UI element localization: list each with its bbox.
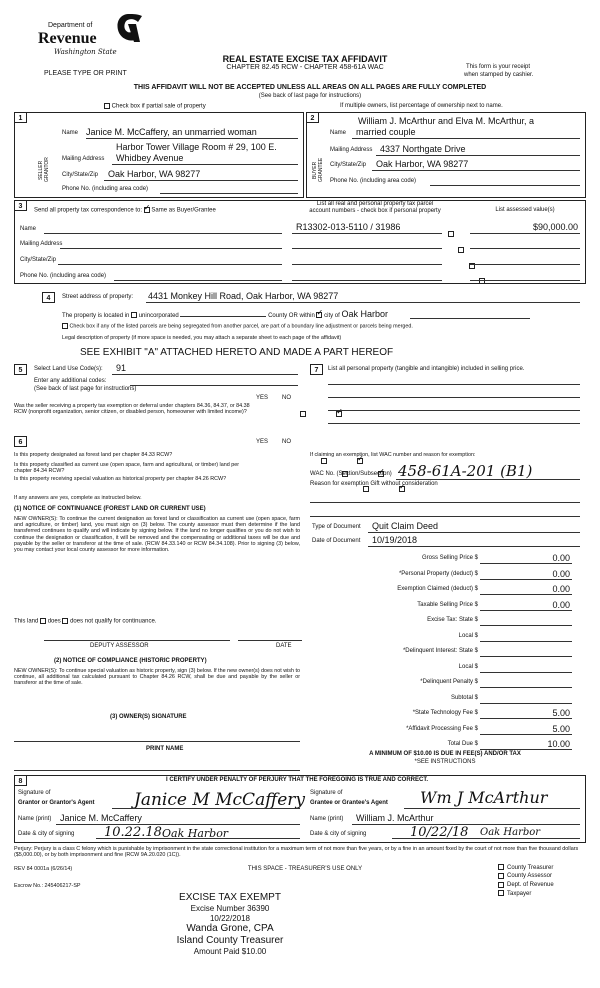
buyer-phone-label: Phone No. (including area code) — [330, 178, 417, 184]
fee-label: Excise Tax: State $ — [427, 617, 478, 623]
deputy-assessor: DEPUTY ASSESSOR — [90, 643, 149, 649]
dept-line2: Revenue — [38, 30, 97, 47]
s5-yes-checkbox[interactable] — [300, 411, 306, 417]
fee-value[interactable]: 0.00 — [552, 584, 570, 594]
rev-number: REV 84 0001a (6/26/14) — [14, 866, 73, 872]
doc-date[interactable]: 10/19/2018 — [372, 535, 418, 545]
enter-additional: Enter any additional codes: — [34, 378, 107, 384]
parcel-number[interactable]: R13302-013-5110 / 31986 — [296, 222, 401, 232]
assessed-header: List assessed value(s) — [495, 207, 555, 213]
exempt-stamp — [140, 892, 320, 957]
grantee-name-label: Name (print) — [310, 816, 344, 822]
fee-label: Total Due $ — [447, 741, 478, 747]
s5-no-checkbox[interactable] — [336, 411, 342, 417]
fee-value[interactable]: 0.00 — [552, 568, 570, 579]
minimum-note: A MINIMUM OF $10.00 IS DUE IN FEE(S) AND/OR TAX — [369, 751, 521, 757]
located-row — [62, 309, 388, 320]
s3-address-label: Mailing Address — [20, 241, 63, 247]
this-land-label: This land — [14, 618, 39, 625]
parcel-header2: account numbers - check box if personal property — [309, 208, 441, 214]
partial-sale-checkbox[interactable] — [104, 103, 110, 109]
distribution-label: Dept. of Revenue — [507, 882, 554, 889]
certify-text: I CERTIFY UNDER PENALTY OF PERJURY THAT THE FOREGOING IS TRUE AND CORRECT. — [166, 777, 429, 783]
grantee-city[interactable]: Oak Harbor — [480, 827, 541, 838]
notice2-text: NEW OWNER(S): To continue special valuation as historic property, sign (3) below. If the new owner(s) does not wish to continue, all additional tax calculated pursuant to Chapter 84.26 RCW, shall be due and payable by the seller or transferor at the time of sale. — [14, 668, 300, 687]
buyer-city[interactable]: Oak Harbor, WA 98277 — [376, 159, 469, 169]
section-4-number: 4 — [42, 292, 55, 303]
property-city[interactable]: Oak Harbor — [341, 309, 388, 319]
doc-type-label: Type of Document — [312, 524, 361, 530]
stamp-line1: EXCISE TAX EXEMPT — [179, 892, 281, 903]
s5-see-back: (See back of last page for instructions) — [34, 386, 137, 392]
s5-question: Was the seller receiving a property tax exemption or deferral under chapters 84.36, 84.37, or 84.38 RCW (nonprofit organization, senior citizen, or disabled person, homeowner with limited income)? — [14, 403, 250, 416]
s6-q1-yes[interactable] — [321, 458, 327, 464]
fee-value[interactable]: 5.00 — [552, 723, 570, 734]
seller-city-label: City/State/Zip — [62, 172, 99, 178]
parcel-header1: List all real and personal property tax parcel — [316, 201, 434, 207]
fee-label: *Delinquent Penalty $ — [420, 679, 478, 685]
buyer-name-label: Name — [330, 130, 347, 136]
s6-if-yes: If any answers are yes, complete as instructed below. — [14, 495, 142, 501]
stamp-line5: Island County Treasurer — [176, 935, 284, 947]
city-of-checkbox[interactable] — [316, 312, 322, 318]
seller-address-label: Mailing Address — [62, 156, 105, 162]
seller-name[interactable]: Janice M. McCaffery, an unmarried woman — [86, 127, 257, 137]
segregated-label: Check box if any of the listed parcels are being segregated from another parcel, are part of a boundary line adjustment or parcels being merged. — [69, 323, 413, 330]
reason-row — [310, 481, 438, 488]
buyer-side-label: BUYER GRANTEE — [312, 157, 324, 183]
notice2-title: (2) NOTICE OF COMPLIANCE (HISTORIC PROPERTY) — [54, 658, 207, 664]
buyer-name-line2[interactable]: married couple — [356, 127, 416, 137]
grantee-agent-label: Grantee or Grantee's Agent — [310, 800, 388, 806]
unincorporated-label: unincorporated — [138, 313, 179, 319]
stamp-line4: Wanda Grone, CPA — [186, 923, 274, 935]
escrow-number: Escrow No.: 245406217-SP — [14, 883, 81, 889]
stamp-line2: Excise Number 36390 — [190, 904, 270, 913]
fee-value[interactable]: 0.00 — [552, 599, 570, 610]
send-label: Send all property tax correspondence to: — [34, 207, 143, 214]
seller-name-label: Name — [62, 130, 79, 136]
revenue-logo — [38, 8, 148, 68]
grantor-signature[interactable]: Janice M McCaffery — [134, 790, 306, 810]
fee-label: *Delinquent Interest: State $ — [402, 648, 478, 654]
assessed-value[interactable]: $90,000.00 — [532, 222, 578, 232]
section-7-number: 7 — [310, 364, 323, 375]
stamp-line3: 10/22/2018 — [209, 913, 251, 923]
fee-value[interactable]: 5.00 — [552, 708, 570, 718]
form-subtitle: CHAPTER 82.45 RCW - CHAPTER 458-61A WAC — [226, 64, 384, 71]
grantor-name-print[interactable]: Janice M. McCaffery — [60, 813, 142, 823]
s3-phone-label: Phone No. (including area code) — [20, 273, 107, 279]
see-back-note: (See back of last page for instructions) — [258, 93, 362, 99]
street-label: Street address of property: — [62, 294, 134, 300]
s5-no: NO — [282, 395, 291, 401]
dept-line3: Washington State — [54, 48, 117, 56]
deputy-date: DATE — [276, 643, 292, 649]
segregated-checkbox[interactable] — [62, 323, 68, 329]
seller-address[interactable]: Whidbey Avenue — [116, 153, 184, 163]
segregated-row — [62, 323, 413, 330]
same-as-buyer-label: Same as Buyer/Grantee — [151, 207, 216, 214]
fee-label: Exemption Claimed (deduct) $ — [397, 586, 478, 592]
does-label: does — [47, 618, 61, 625]
unincorporated-checkbox[interactable] — [131, 312, 137, 318]
s6-q1: Is this property designated as forest land per chapter 84.33 RCW? — [14, 452, 173, 458]
fee-value[interactable]: 10.00 — [547, 739, 570, 749]
fee-label: Gross Selling Price $ — [421, 555, 478, 561]
parcel-personal-checkbox-2[interactable] — [458, 247, 464, 253]
this-land-row — [14, 618, 156, 626]
s6-yes: YES — [256, 439, 269, 445]
grantor-sig-label: Signature of — [18, 790, 51, 796]
distribution-item — [498, 882, 554, 890]
seller-side-label: SELLER GRANTOR — [38, 157, 50, 183]
send-correspondence — [34, 207, 216, 215]
grantor-agent-label: Grantor or Grantor's Agent — [18, 800, 95, 806]
wac-label: WAC No. (Section/Subsection) — [310, 471, 392, 477]
partial-sale-label: Check box if partial sale of property — [111, 103, 206, 110]
seller-city[interactable]: Oak Harbor, WA 98277 — [108, 169, 201, 179]
fee-label: Taxable Selling Price $ — [417, 601, 478, 608]
distribution-checkbox[interactable] — [498, 873, 504, 879]
perjury-text: Perjury: Perjury is a class C felony which is punishable by imprisonment in the state correctional institution for a maximum term of not more than five years, or by a fine in an amount fixed by the court of not more than five thousand dollars ($5,000.00), or by both imprisonment and fine (RCW 9A.20.020 (1C)). — [14, 846, 579, 859]
section-8-number: 8 — [14, 775, 27, 786]
distribution-label: Taxpayer — [507, 890, 532, 897]
fee-value[interactable]: 0.00 — [552, 553, 570, 563]
fee-label: *Affidavit Processing Fee $ — [406, 725, 478, 732]
grantor-date-label: Date & city of signing — [18, 831, 75, 837]
section-2-number: 2 — [306, 112, 319, 123]
notice1-text: NEW OWNER(S): To continue the current designation as forest land or classification as current use (open space, farm and agriculture, or timber) land, you must sign on (3) below. The county assessor must then determine if the land transferred continues to qualify and will indicate by signing below. If the land no longer qualifies or you do not wish to continue the designation or classification, it will be removed and the compensating or additional taxes will be due and payable by the seller or transferor at the time of sale. (RCW 84.33.140 or RCW 84.34.108). Prior to signing (3) below, you may contact your local county assessor for more information. — [14, 516, 300, 554]
s6-no: NO — [282, 439, 291, 445]
s3-city-label: City/State/Zip — [20, 257, 57, 263]
see-instructions: *SEE INSTRUCTIONS — [414, 759, 476, 765]
s6-q3: Is this property receiving special valuation as historical property per chapter 84.26 RCW? — [14, 476, 227, 482]
grantor-date[interactable]: 10.22.18 — [104, 825, 162, 840]
county-or-label: County OR within — [268, 313, 315, 319]
does-not-label: does not qualify for continuance. — [70, 618, 157, 625]
section-1-number: 1 — [14, 112, 27, 123]
section-6-number: 6 — [14, 436, 27, 447]
grantee-date[interactable]: 10/22/18 — [410, 825, 469, 840]
section-5-number: 5 — [14, 364, 27, 375]
buyer-city-label: City/State/Zip — [330, 162, 367, 168]
legal-label: Legal description of property (if more space is needed, you may attach a separate sheet to each page of the affidavit) — [62, 335, 342, 341]
fee-label: *Personal Property (deduct) $ — [398, 570, 478, 577]
seller-phone-label: Phone No. (including area code) — [62, 186, 149, 192]
section-3-number: 3 — [14, 200, 27, 211]
treasurer-use: THIS SPACE - TREASURER'S USE ONLY — [247, 866, 363, 872]
exemption-label: If claiming an exemption, list WAC number and reason for exemption: — [310, 452, 476, 458]
land-use-code[interactable]: 91 — [116, 363, 127, 373]
please-type: PLEASE TYPE OR PRINT — [44, 70, 127, 77]
fee-label: *State Technology Fee $ — [412, 710, 478, 716]
grantee-signature[interactable]: Wm J McArthur — [420, 788, 548, 807]
doc-type[interactable]: Quit Claim Deed — [372, 521, 439, 531]
partial-sale — [104, 103, 206, 111]
buyer-address[interactable]: 4337 Northgate Drive — [380, 144, 466, 154]
receipt-note1: This form is your receipt — [466, 64, 531, 70]
distribution-list — [498, 864, 554, 899]
does-checkbox[interactable] — [40, 618, 46, 624]
dept-line1: Department of — [48, 22, 93, 29]
grantee-name-print[interactable]: William J. McArthur — [356, 813, 434, 823]
s6-q2: Is this property classified as current use (open space, farm and agricultural, or timber) land per chapter 84.34 RCW? — [14, 462, 240, 475]
reason-label: Reason for exemption — [310, 481, 369, 487]
parcel-personal-checkbox-1[interactable] — [448, 231, 454, 237]
s3-name-label: Name — [20, 226, 37, 232]
receipt-note2: when stamped by cashier. — [464, 72, 534, 78]
distribution-checkbox[interactable] — [498, 864, 504, 870]
land-use-label: Select Land Use Code(s): — [34, 366, 103, 372]
doc-date-label: Date of Document — [312, 538, 361, 544]
fee-label: Local $ — [458, 632, 478, 639]
fee-label: Subtotal $ — [450, 694, 478, 701]
buyer-name-line1[interactable]: William J. McArthur and Elva M. McArthur, a — [358, 116, 535, 126]
street-address[interactable]: 4431 Monkey Hill Road, Oak Harbor, WA 98277 — [148, 291, 339, 301]
legal-description[interactable]: SEE EXHIBIT "A" ATTACHED HERETO AND MADE A PART HEREOF — [80, 347, 394, 358]
city-of-label: city of — [324, 313, 340, 319]
s5-yes: YES — [256, 395, 269, 401]
distribution-label: County Treasurer — [507, 864, 554, 871]
form-title: REAL ESTATE EXCISE TAX AFFIDAVIT — [222, 54, 388, 64]
distribution-label: County Assessor — [507, 873, 553, 880]
print-name-label: PRINT NAME — [146, 746, 184, 752]
stamp-line6: Amount Paid $10.00 — [193, 947, 267, 957]
distribution-item — [498, 873, 554, 881]
buyer-address-label: Mailing Address — [330, 147, 373, 153]
grantor-city[interactable]: Oak Harbor — [162, 827, 229, 840]
does-not-checkbox[interactable] — [62, 618, 68, 624]
located-text: The property is located in — [62, 313, 130, 319]
reason-value[interactable]: Gift without consideration — [370, 481, 438, 487]
distribution-item — [498, 890, 554, 898]
personal-property-label: List all personal property (tangible and intangible) included in selling price. — [328, 366, 525, 372]
fee-label: Local $ — [458, 663, 478, 670]
grantee-sig-label: Signature of — [310, 790, 343, 796]
notice1-title: (1) NOTICE OF CONTINUANCE (FOREST LAND OR CURRENT USE) — [14, 506, 206, 512]
warning-text: THIS AFFIDAVIT WILL NOT BE ACCEPTED UNLESS ALL AREAS ON ALL PAGES ARE FULLY COMPLETED — [133, 84, 487, 91]
same-as-buyer-checkbox[interactable] — [144, 207, 150, 213]
distribution-checkbox[interactable] — [498, 882, 504, 888]
owner-signature-label: (3) OWNER(S) SIGNATURE — [110, 714, 187, 720]
multiple-owners-note: If multiple owners, list percentage of ownership next to name. — [340, 103, 503, 109]
seller-address-extra[interactable]: Harbor Tower Village Room # 29, 100 E. — [116, 142, 277, 152]
grantor-name-label: Name (print) — [18, 816, 52, 822]
wac-number[interactable]: 458-61A-201 (B1) — [398, 462, 533, 480]
grantee-date-label: Date & city of signing — [310, 831, 367, 837]
distribution-checkbox[interactable] — [498, 890, 504, 896]
revenue-seal-icon — [114, 12, 144, 46]
s6-q1-no[interactable] — [357, 458, 363, 464]
distribution-item — [498, 864, 554, 872]
